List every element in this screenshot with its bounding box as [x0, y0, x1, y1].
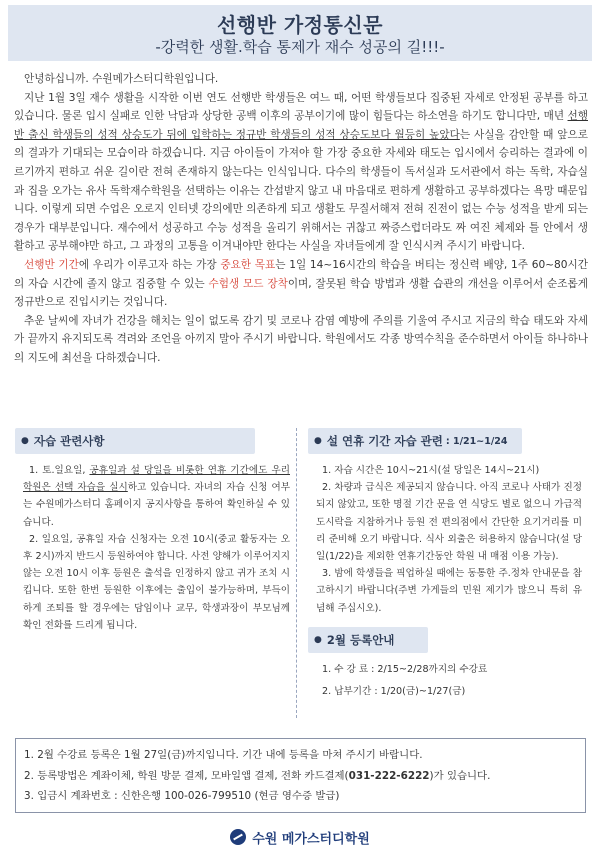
holiday-heading [308, 428, 522, 454]
goal-text-c: 이며, 잘못된 학습 방법과 생활 습관의 개선을 이루어서 순조롭게 정규반으로 진입시키는 것입니다. [14, 277, 588, 309]
bullet-icon: ● [314, 436, 322, 446]
study-item-2: 2. 일요일, 공휴일 자습 신청자는 오전 10시(중교 활동자는 오후 2시)까지 반드시 등원하여야 합니다. 사전 양해가 이루어지지 않는 오전 10시 이후 등원은 출석을 인정하지 않고 귀가 조치 시킵니다. 또한 한번 등원한 이후에는 출입이 불가능하며, 부득이하게 조퇴를 할 경우에는 담임이나 교무, 학생과장이 부모님께 확인 전화를 드리게 됩니다. [23, 533, 290, 631]
footer-brand [0, 826, 600, 848]
phone-number: 031-222-6222 [348, 769, 430, 782]
notice-line-2 [24, 766, 577, 787]
notice-line-3: 3. 입금시 계좌번호 : 신한은행 100-026-799510 (현금 영수증 발급) [24, 790, 340, 802]
goal-highlight-period: 선행반 기간 [24, 258, 79, 271]
page-subtitle: -강력한 생활.학습 통제가 재수 성공의 길!!!- [155, 38, 445, 56]
registration-item-2: 2. 납부기간 : 1/20(금)~1/27(금) [322, 685, 466, 697]
paragraph-closing: 추운 날씨에 자녀가 건강을 해치는 일이 없도록 감기 및 코로나 감염 예방에 주의를 기울여 주시고 지금의 학습 태도와 자세가 끝까지 유지되도록 격려와 조언을 아끼지 말아 주시기 바랍니다. 학원에서도 각종 방역수칙을 준수하면서 아이들 하나하나의 지도에 최선을 다하겠습니다. [14, 314, 588, 364]
paragraph-intro [14, 89, 588, 256]
study-heading [15, 428, 255, 454]
paragraph-intro-text-b: 는 사실을 감안할 때 앞으로의 결과가 기대되는 모습이라 하겠습니다. 지금 아이들이 가져야 할 가장 중요한 자세와 태도는 입시에서 승리하는 결과에 이르기까지 편하고 쉬운 길이란 전혀 존재하지 않는다는 인식입니다. 다수의 학생들이 독서실과 도서관에서 하는 독학, 자습실과 집을 오가는 유사 독학재수학원을 선택하는 이유는 간섭받지 않고 내 마음대로 편하게 생활하고 공부하겠다는 욕망 때문입니다. 이렇게 되면 수업은 오로지 인터넷 강의에만 의존하게 되고 생활도 무질서해져 전혀 진전이 없는 수능 성적을 받게 되는 경우가 대부분입니다. 재수에서 성공하고 수능 성적을 올리기 위해서는 귀찮고 짜증스럽더라도 짜 여진 체제와 틀 안에서 생활하고 공부해야만 하고, 그 과정의 고통을 이겨내야만 한다는 사실을 자녀들에게 잘 인식시켜 주시기 바랍니다. [14, 128, 588, 253]
payment-notice-box [15, 738, 586, 813]
letter-body [14, 70, 588, 368]
registration-heading [308, 627, 428, 653]
paragraph-intro-text-a: 지난 1월 3일 재수 생활을 시작한 이번 연도 선행반 학생들은 여느 때, 어떤 학생들보다 집중된 자세로 안정된 공부를 하고 있습니다. 물론 입시 실패로 인한 낙담과 상당한 공백 이후의 공부이기에 많이 힘들다는 하소연을 하기도 합니다만, 매년 [14, 91, 588, 123]
goal-highlight-mode: 수험생 모드 장착 [208, 277, 288, 290]
notice-line-2-text-b: )가 있습니다. [429, 769, 491, 782]
study-item-1-text-b: 하고 있습니다. 자녀의 자습 신청 여부는 수원메가스터디 홈페이지 공지사항을 통하여 확인하실 수 있습니다. [23, 482, 291, 528]
academy-logo-icon [230, 829, 246, 845]
bullet-icon: ● [21, 436, 29, 446]
goal-highlight-target: 중요한 목표 [220, 258, 276, 271]
paragraph-goal [14, 256, 588, 312]
greeting: 안녕하십니까. 수원메가스터디학원입니다. [24, 73, 219, 85]
study-item-1-underlined: 공휴일과 설 당일을 비롯한 연휴 기간에도 우리 학원은 선택 자습을 실시 [23, 465, 290, 494]
holiday-item-2: 2. 차량과 급식은 제공되지 않습니다. 아직 코로나 사태가 진정되지 않았고, 또한 명절 기간 문을 연 식당도 별로 없으니 가급적 도시락을 지참하거나 등원 전 편의점에서 간단한 요기거리를 미리 준비해 오기 바랍니다. 식사 외출은 허용하지 않습니다(설 당일(1/22)을 제외한 연휴기간동안 학원 내 매점 이용 가능). [316, 482, 582, 563]
holiday-dates: : 1/21~1/24 [445, 435, 508, 447]
notice-line-1: 1. 2월 수강료 등록은 1월 27일(금)까지입니다. 기간 내에 등록을 마쳐 주시기 바랍니다. [24, 749, 423, 761]
paragraph-intro-underlined: 선행반 출신 학생들의 성적 상승도가 뒤에 입학하는 정규반 학생들의 성적 상승도보다 월등히 높았다 [14, 110, 588, 141]
registration-heading-text: 2월 등록안내 [326, 632, 395, 647]
study-item-1-text-a: 1. 토.일요일, [29, 465, 90, 476]
goal-text-a: 에 우리가 이루고자 하는 가장 [78, 258, 221, 271]
registration-item-1: 1. 수 강 료 : 2/15~2/28까지의 수강료 [322, 663, 488, 675]
holiday-item-1: 1. 자습 시간은 10시~21시(설 당일은 14시~21시) [322, 465, 540, 476]
academy-name: 수원 메가스터디학원 [252, 831, 370, 847]
notice-line-2-text-a: 2. 등록방법은 계좌이체, 학원 방문 결제, 모바일앱 결제, 전화 카드결제( [24, 769, 349, 782]
study-item-1 [15, 462, 296, 531]
goal-text-b: 는 1일 14~16시간의 학습을 버티는 정신력 배양, 1주 60~80시간의 자습 시간에 졸지 않고 집중할 수 있는 [14, 258, 589, 290]
holiday-heading-text: 설 연휴 기간 자습 관련 [326, 434, 443, 448]
bullet-icon: ● [314, 634, 322, 645]
study-heading-text: 자습 관련사항 [33, 434, 105, 448]
page-title: 선행반 가정통신문 [216, 13, 384, 37]
study-section [15, 428, 297, 718]
holiday-section [308, 428, 588, 718]
page-header [8, 5, 592, 61]
holiday-item-3: 3. 밤에 학생들을 픽업하실 때에는 동통한 주.정차 안내문을 참고하시기 바랍니다(주변 가게들의 민원 제기가 많으니 특히 유념해 주십시오). [316, 568, 582, 614]
